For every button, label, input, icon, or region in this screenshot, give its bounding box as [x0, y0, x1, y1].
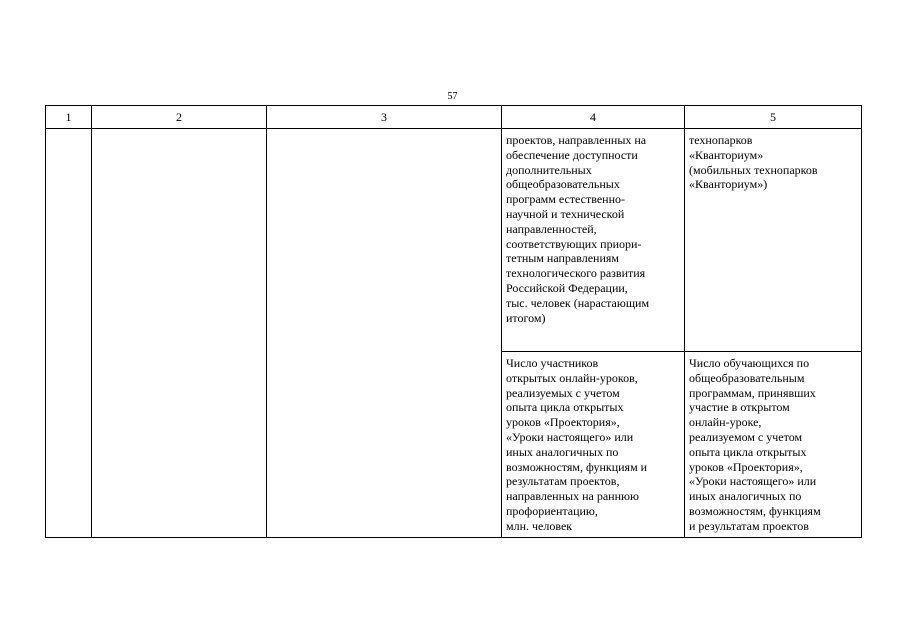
table-row: [46, 129, 862, 352]
table-cell-col1: [46, 129, 92, 538]
table-header-row: [46, 106, 862, 129]
table-cell-col3: [267, 129, 502, 538]
column-header-5: 5: [685, 106, 862, 129]
document-table: [45, 105, 862, 538]
table-cell-col5: [685, 352, 862, 538]
table-cell-col2: [92, 129, 267, 538]
table-cell-col4: [502, 352, 685, 538]
table-cell-col4: [502, 129, 685, 352]
column-header-1: 1: [46, 106, 92, 129]
column-header-3: 3: [267, 106, 502, 129]
table-cell-col5: [685, 129, 862, 352]
cell-text: проектов, направленных на обеспечение доступности дополнительных общеобразовательных программ естественно- научной и технической направленностей, соответствующих приори- тетным направлениям технологического развития Российской Федерации, тыс. человек (нарастающим итогом): [506, 133, 650, 325]
cell-text: технопарков «Кванториум» (мобильных технопарков «Кванториум»): [689, 133, 818, 192]
page-number: 57: [447, 91, 458, 102]
column-header-4: 4: [502, 106, 685, 129]
cell-text: Число обучающихся по общеобразовательным программам, принявших участие в открытом онлайн-уроке, реализуемом с учетом опыта цикла открытых уроков «Проектория», «Уроки настоящего» или иных аналогичных по возможностям, функциям и результатам проектов: [689, 356, 821, 533]
cell-text: Число участников открытых онлайн-уроков, реализуемых с учетом опыта цикла открытых уроков «Проектория», «Уроки настоящего» или иных аналогичных по возможностям, функциям и результатам проектов, направленных на раннюю профориентацию, млн. человек: [506, 356, 648, 533]
column-header-2: 2: [92, 106, 267, 129]
